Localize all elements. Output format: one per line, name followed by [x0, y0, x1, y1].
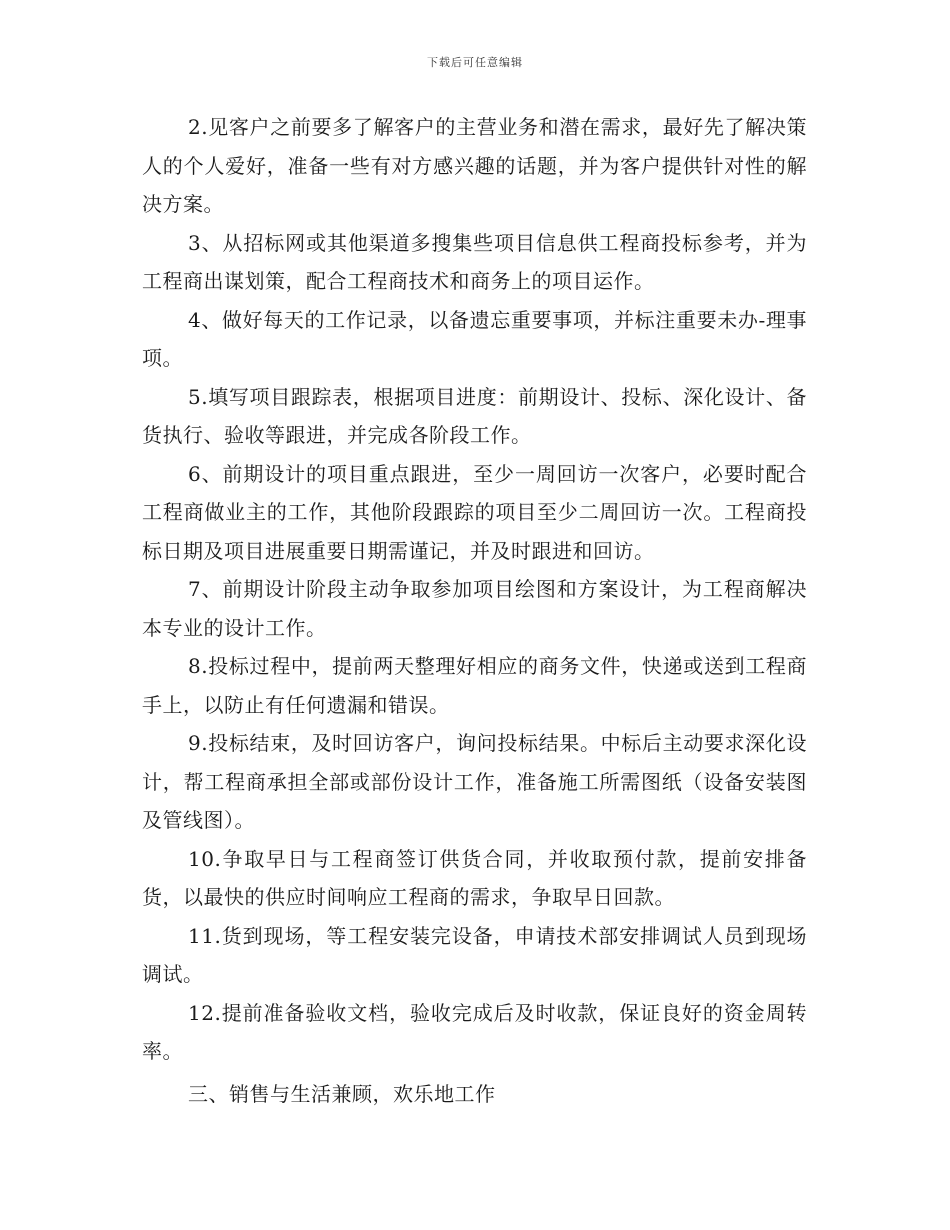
paragraph-item-7: 7、前期设计阶段主动争取参加项目绘图和方案设计，为工程商解决本专业的设计工作。	[142, 577, 807, 640]
paragraph-item-8: 8.投标过程中，提前两天整理好相应的商务文件，快递或送到工程商手上，以防止有任何遗漏和错误。	[142, 654, 807, 717]
paragraph-item-10: 10.争取早日与工程商签订供货合同，并收取预付款，提前安排备货，以最快的供应时间响应工程商的需求，争取早日回款。	[142, 846, 807, 909]
paragraph-item-9: 9.投标结束，及时回访客户，询问投标结果。中标后主动要求深化设计，帮工程商承担全部或部份设计工作，准备施工所需图纸（设备安装图及管线图）。	[142, 731, 807, 832]
paragraph-item-12: 12.提前准备验收文档，验收完成后及时收款，保证良好的资金周转率。	[142, 1000, 807, 1063]
paragraph-item-3: 3、从招标网或其他渠道多搜集些项目信息供工程商投标参考，并为工程商出谋划策，配合工程商技术和商务上的项目运作。	[142, 230, 807, 293]
section-heading: 三、销售与生活兼顾，欢乐地工作	[188, 1081, 496, 1106]
paragraph-item-4: 4、做好每天的工作记录，以备遗忘重要事项，并标注重要未办-理事项。	[142, 307, 807, 370]
paragraph-item-6: 6、前期设计的项目重点跟进，至少一周回访一次客户，必要时配合工程商做业主的工作，其他阶段跟踪的项目至少二周回访一次。工程商投标日期及项目进展重要日期需谨记，并及时跟进和回访。	[142, 461, 807, 563]
document-body	[142, 108, 807, 1113]
paragraph-item-5: 5.填写项目跟踪表，根据项目进度：前期设计、投标、深化设计、备货执行、验收等跟进，并完成各阶段工作。	[142, 384, 807, 447]
paragraph-item-11: 11.货到现场，等工程安装完设备，申请技术部安排调试人员到现场调试。	[142, 923, 807, 986]
header-note: 下载后可任意编辑	[427, 56, 523, 69]
paragraph-item-2: 2.见客户之前要多了解客户的主营业务和潜在需求，最好先了解决策人的个人爱好，准备一些有对方感兴趣的话题，并为客户提供针对性的解决方案。	[142, 115, 807, 216]
